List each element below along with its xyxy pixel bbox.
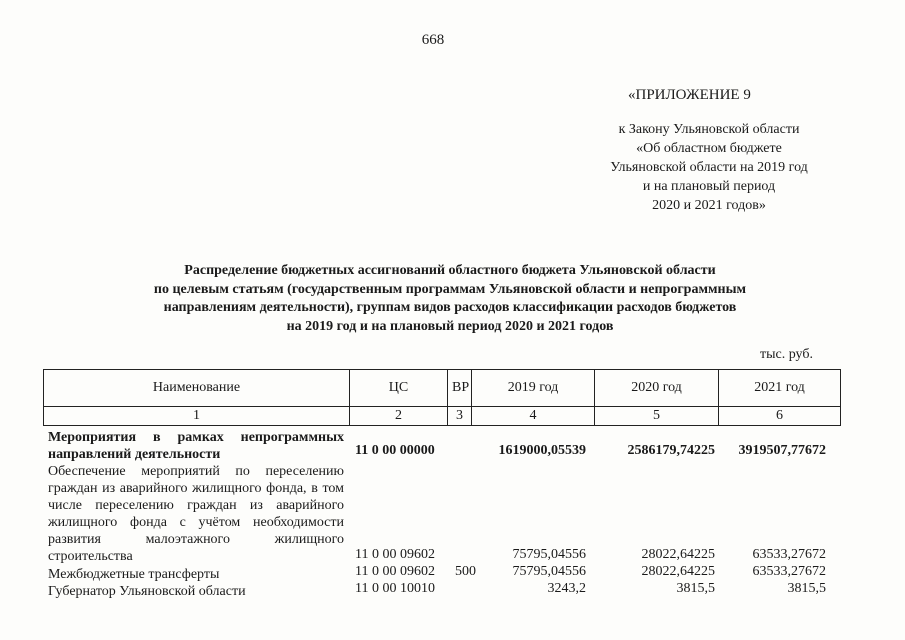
appendix-line: 2020 и 2021 годов» <box>652 198 766 213</box>
appendix-line: к Закону Ульяновской области <box>618 122 800 137</box>
appendix-line: и на плановый период <box>642 179 776 194</box>
row-name: Межбюджетные трансферты <box>48 567 220 582</box>
row-value-2019: 1619000,05539 <box>498 443 586 458</box>
column-header-name: Наименование <box>44 370 350 407</box>
row-value-2019: 3243,2 <box>547 581 586 596</box>
row-value-2020: 2586179,74225 <box>627 443 715 458</box>
budget-table-header <box>43 369 841 426</box>
row-value-2019: 75795,04556 <box>512 547 586 562</box>
row-vr: 500 <box>455 564 476 579</box>
row-name: Мероприятия в рамках непрограммных направлений деятельности <box>48 430 344 462</box>
row-value-2019: 75795,04556 <box>512 564 586 579</box>
units-label: тыс. руб. <box>760 347 813 362</box>
heading-line: по целевым статьям (государственным программам Ульяновской области и непрограммным <box>153 281 747 297</box>
appendix-line: «Об областном бюджете <box>636 141 782 156</box>
column-header-cs: ЦС <box>350 370 448 407</box>
row-cs: 11 0 00 09602 <box>355 564 435 579</box>
column-number: 2 <box>350 407 448 426</box>
column-header-2020: 2020 год <box>595 370 719 407</box>
row-cs: 11 0 00 09602 <box>355 547 435 562</box>
row-cs: 11 0 00 00000 <box>355 443 435 458</box>
column-header-2019: 2019 год <box>472 370 595 407</box>
heading-line: Распределение бюджетных ассигнований областного бюджета Ульяновской области <box>184 263 716 278</box>
row-cs: 11 0 00 10010 <box>355 581 435 596</box>
column-header-2021: 2021 год <box>719 370 841 407</box>
column-number: 4 <box>472 407 595 426</box>
row-value-2021: 3919507,77672 <box>738 443 826 458</box>
row-name: Губернатор Ульяновской области <box>48 584 246 599</box>
heading-line: направлениям деятельности), группам видов расходов классификации расходов бюджетов <box>163 300 737 315</box>
column-number: 1 <box>44 407 350 426</box>
heading-line: на 2019 год и на плановый период 2020 и 2021 годов <box>286 318 614 334</box>
appendix-title: «ПРИЛОЖЕНИЕ 9 <box>628 87 751 103</box>
column-number: 6 <box>719 407 841 426</box>
document-heading <box>80 262 820 336</box>
appendix-line: Ульяновской области на 2019 год <box>610 160 808 175</box>
row-value-2021: 3815,5 <box>787 581 826 596</box>
row-value-2020: 28022,64225 <box>641 564 715 579</box>
row-value-2021: 63533,27672 <box>752 547 826 562</box>
column-number: 3 <box>448 407 472 426</box>
column-number: 5 <box>595 407 719 426</box>
page-number: 668 <box>421 32 445 48</box>
appendix-reference <box>560 120 858 215</box>
row-name: Обеспечение мероприятий по переселению граждан из аварийного жилищного фонда, в том числе переселению граждан из аварийного жилищного фонда с учётом необходимости развития малоэтажного жилищного строительства <box>48 464 344 564</box>
row-value-2021: 63533,27672 <box>752 564 826 579</box>
row-value-2020: 28022,64225 <box>641 547 715 562</box>
row-value-2020: 3815,5 <box>676 581 715 596</box>
column-header-vr: ВР <box>448 370 472 407</box>
